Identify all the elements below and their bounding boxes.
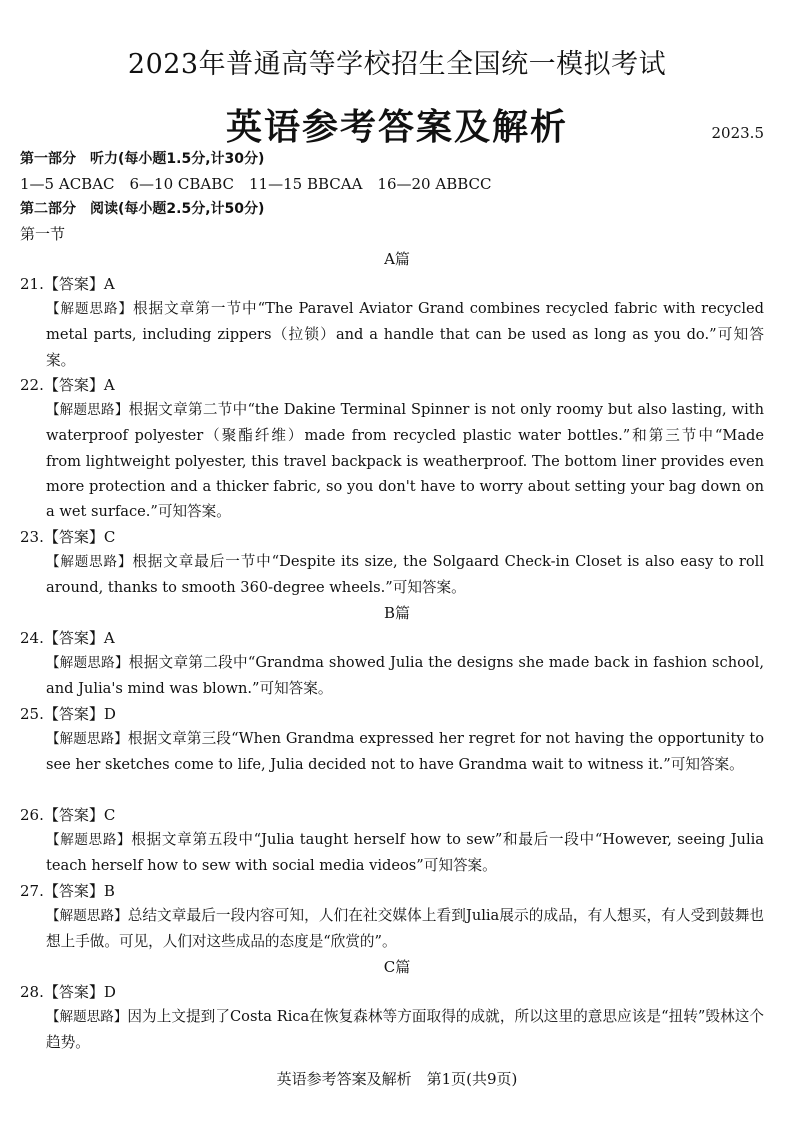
answer-22: 22.【答案】A <box>20 376 115 394</box>
explanation-21: 【解题思路】根据文章第一节中“The Paravel Aviator Grand combines recycled fabric with recycled metal parts, including zippers（拉锁）and a handle that can be used as long as you do.”可知答案。 <box>46 300 764 369</box>
part2-heading: 第二部分 阅读(每小题2.5分,计50分) <box>20 201 265 217</box>
answer-27: 27.【答案】B <box>20 882 115 900</box>
explain-tag: 【解题思路】 <box>46 655 129 671</box>
explain-tag: 【解题思路】 <box>46 832 132 848</box>
explain-tag: 【解题思路】 <box>46 402 129 418</box>
explain-tag: 【解题思路】 <box>46 1009 128 1025</box>
part1-heading: 第一部分 听力(每小题1.5分,计30分) <box>20 151 265 167</box>
passage-c-heading: C篇 <box>383 958 411 976</box>
explain-tag: 【解题思路】 <box>46 731 128 747</box>
explain-tag: 【解题思路】 <box>46 301 133 317</box>
section-heading: 第一节 <box>20 225 66 243</box>
explanation-23: 【解题思路】根据文章最后一节中“Despite its size, the Solgaard Check-in Closet is also easy to roll around, thanks to smooth 360-degree wheels.”可知答案。 <box>46 553 764 597</box>
passage-a-heading: A篇 <box>384 250 410 268</box>
passage-b-heading: B篇 <box>383 604 411 622</box>
exam-title: 2023年普通高等学校招生全国统一模拟考试 <box>127 49 667 80</box>
explanation-25: 【解题思路】根据文章第三段“When Grandma expressed her regret for not having the opportunity to see her sketches come to life, Julia decided not to have Grandma wait to witness it.”可知答案。 <box>46 730 764 774</box>
answer-28: 28.【答案】D <box>20 983 116 1001</box>
date-label: 2023.5 <box>711 124 764 142</box>
explanation-24: 【解题思路】根据文章第二段中“Grandma showed Julia the designs she made back in fashion school, and Julia's mind was blown.”可知答案。 <box>46 654 764 698</box>
explanation-26: 【解题思路】根据文章第五段中“Julia taught herself how to sew”和最后一段中“However, seeing Julia teach herself how to sew with social media videos”可知答案。 <box>46 831 764 875</box>
explanation-28: 【解题思路】因为上文提到了Costa Rica在恢复森林等方面取得的成就，所以这里的意思应该是“扭转”毁林这个趋势。 <box>46 1008 765 1052</box>
explain-tag: 【解题思路】 <box>46 908 128 924</box>
listening-answers: 1—5 ACBAC 6—10 CBABC 11—15 BBCAA 16—20 ABBCC <box>20 175 492 193</box>
explanation-27: 【解题思路】总结文章最后一段内容可知，人们在社交媒体上看到Julia展示的成品，有人想买，有人受到鼓舞也想上手做。可见，人们对这些成品的态度是“欣赏的”。 <box>46 907 764 951</box>
answer-24: 24.【答案】A <box>20 629 115 647</box>
answer-25: 25.【答案】D <box>20 705 116 723</box>
answer-23: 23.【答案】C <box>20 528 116 546</box>
explanation-22: 【解题思路】根据文章第二节中“the Dakine Terminal Spinner is not only roomy but also lasting, with waterproof polyester（聚酯纤维）made from recycled plastic water bottles.”和第三节中“Made from lightweight polyester, this travel backpack is weatherproof. The bottom liner provides even more protection and a thicker fabric, so you don't have to worry about setting your bag down on a wet surface.”可知答案。 <box>46 401 764 521</box>
page-title: 英语参考答案及解析 <box>225 107 568 148</box>
explain-tag: 【解题思路】 <box>46 554 133 570</box>
answer-26: 26.【答案】C <box>20 806 116 824</box>
page-footer: 英语参考答案及解析 第1页(共9页) <box>276 1070 518 1088</box>
answer-21: 21.【答案】A <box>20 275 115 293</box>
